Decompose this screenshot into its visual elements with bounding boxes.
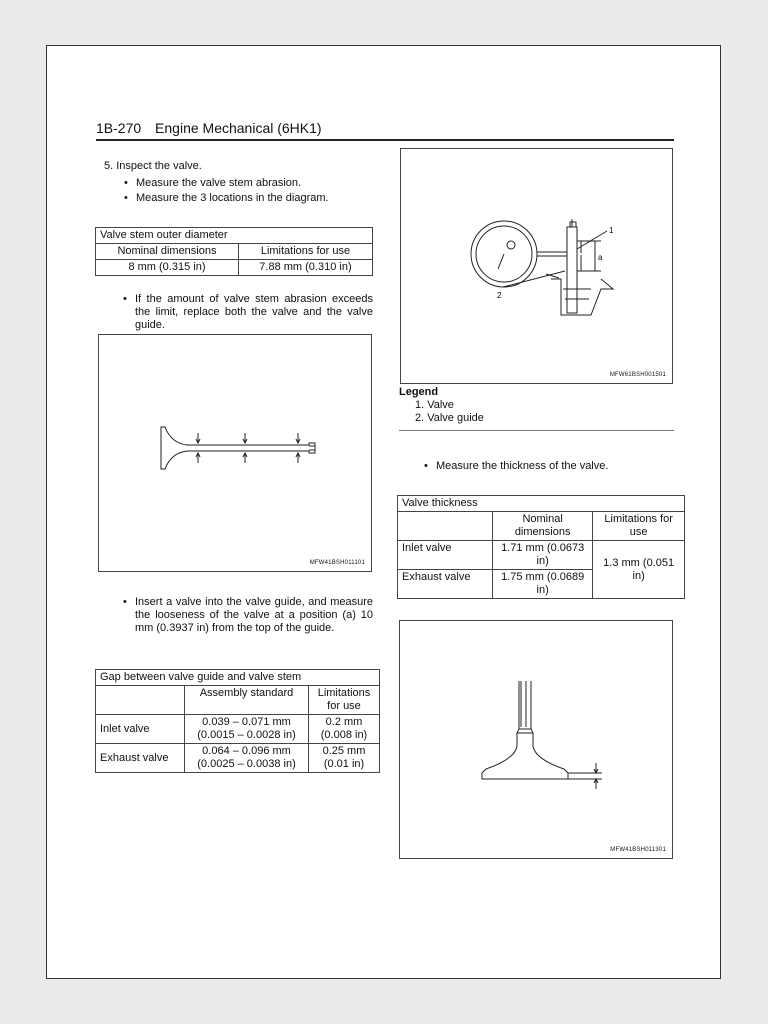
table-cell: 0.064 – 0.096 mm (0.0025 – 0.0038 in) <box>185 744 309 773</box>
legend-divider <box>399 430 674 431</box>
table-row-label: Exhaust valve <box>398 570 493 599</box>
table-cell: 0.039 – 0.071 mm (0.0015 – 0.0028 in) <box>185 715 309 744</box>
table-cell: 8 mm (0.315 in) <box>96 260 239 276</box>
table-row-label: Inlet valve <box>398 541 493 570</box>
table-cell: 0.2 mm (0.008 in) <box>309 715 380 744</box>
figure-code: MFW61BSH001501 <box>609 372 666 378</box>
bullet-three-locations: • Measure the 3 locations in the diagram. <box>124 192 329 204</box>
page-number: 1B-270 <box>96 120 142 136</box>
dial-gauge-drawing <box>401 149 672 383</box>
callout-1: 1 <box>609 226 614 235</box>
legend-title: Legend <box>399 386 439 398</box>
legend <box>399 386 484 425</box>
valve-stem-drawing <box>99 335 371 571</box>
table-guide-gap <box>95 669 380 773</box>
figure-valve-thickness <box>399 620 673 859</box>
legend-item: 1. Valve <box>415 399 454 411</box>
table-cell: 1.3 mm (0.051 in) <box>593 541 685 599</box>
table-header-empty <box>398 512 493 541</box>
bullet-insert-valve: • Insert a valve into the valve guide, and measure the looseness of the valve at a position (a) 10 mm (0.3937 in) from the top of the guide. <box>123 596 373 634</box>
page-header <box>96 120 674 141</box>
bullet-stem-abrasion: • Measure the valve stem abrasion. <box>124 177 302 189</box>
table-header: Limitations for use <box>238 244 372 260</box>
callout-a: a <box>598 253 603 262</box>
table-cell: 1.75 mm (0.0689 in) <box>493 570 593 599</box>
table-cell: 1.71 mm (0.0673 in) <box>493 541 593 570</box>
table-header-empty <box>96 686 185 715</box>
table-header: Limitations for use <box>593 512 685 541</box>
legend-item: 2. Valve guide <box>415 412 484 424</box>
step-5-label: 5. Inspect the valve. <box>104 160 202 172</box>
table-header: Nominal dimensions <box>96 244 239 260</box>
table-row-label: Exhaust valve <box>96 744 185 773</box>
figure-code: MFW41BSH011101 <box>309 560 365 566</box>
figure-code: MFW41BSH011301 <box>610 847 666 853</box>
table-caption: Gap between valve guide and valve stem <box>96 670 380 686</box>
callout-2: 2 <box>497 291 502 300</box>
section-title: Engine Mechanical (6HK1) <box>155 120 322 136</box>
figure-dial-gauge <box>400 148 673 384</box>
valve-head-drawing <box>400 621 672 858</box>
table-stem-diameter <box>95 227 373 276</box>
bullet-measure-thickness: • Measure the thickness of the valve. <box>424 460 609 472</box>
table-row-label: Inlet valve <box>96 715 185 744</box>
bullet-replace-valve: • If the amount of valve stem abrasion exceeds the limit, replace both the valve and the valve guide. <box>123 293 373 331</box>
table-valve-thickness <box>397 495 685 599</box>
table-caption: Valve thickness <box>398 496 685 512</box>
table-caption: Valve stem outer diameter <box>96 228 373 244</box>
table-header: Limitations for use <box>309 686 380 715</box>
table-header: Nominal dimensions <box>493 512 593 541</box>
table-header: Assembly standard <box>185 686 309 715</box>
figure-valve-stem <box>98 334 372 572</box>
table-cell: 0.25 mm (0.01 in) <box>309 744 380 773</box>
table-cell: 7.88 mm (0.310 in) <box>238 260 372 276</box>
